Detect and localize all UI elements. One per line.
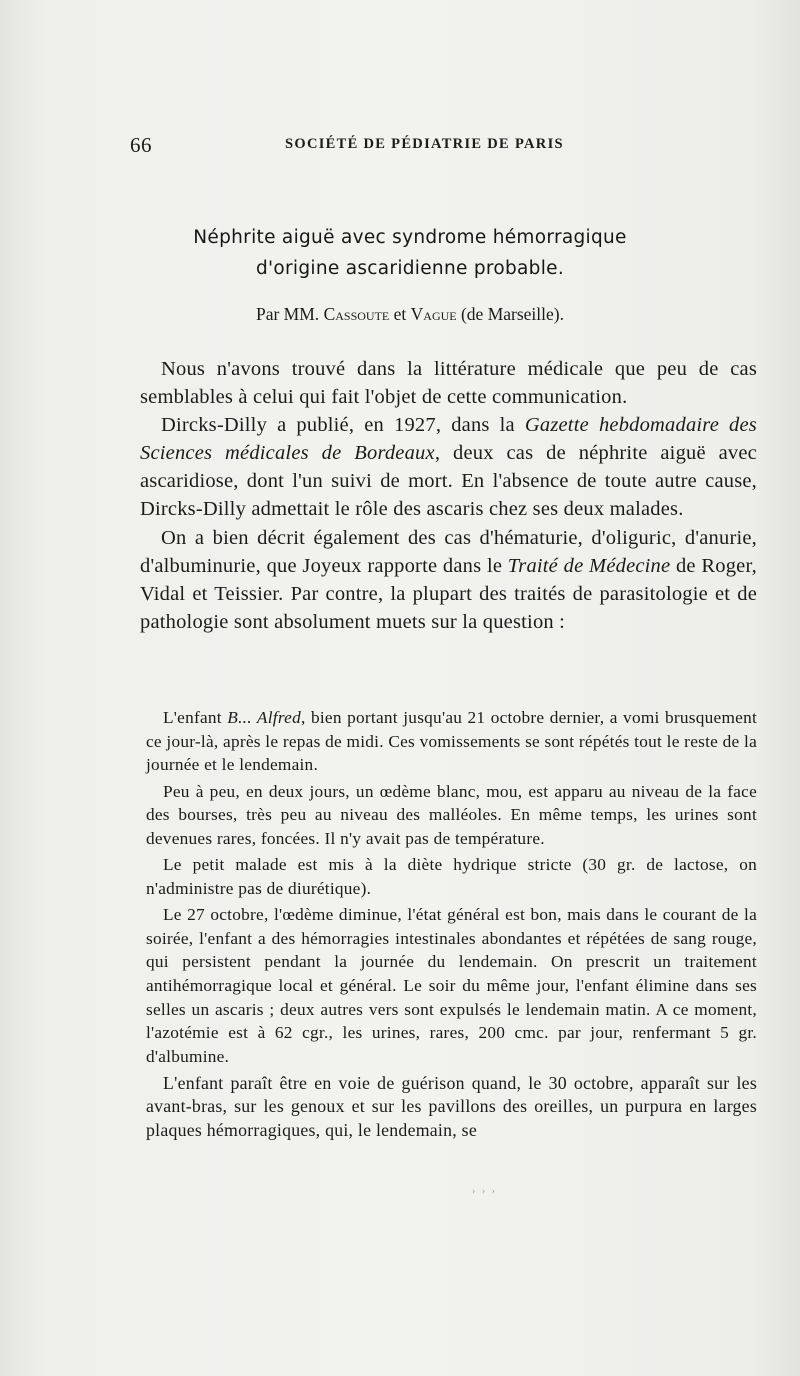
paragraph-text: L'enfant bbox=[163, 708, 228, 727]
paragraph-text: , bien portant jusqu'au 21 octobre dernier, a vomi brusquement ce jour-là, après le repas de midi. Ces vomissements se sont répétés tout le reste de la journée et le lendemain. bbox=[146, 708, 758, 775]
authors-conjunction: et bbox=[393, 304, 407, 324]
article-title-line-1: Néphrite aiguë avec syndrome hémorragique bbox=[193, 227, 627, 248]
article-title bbox=[140, 222, 680, 284]
case-paragraph: L'enfant paraît être en voie de guérison quand, le 30 octobre, apparaît sur les avant-bras, sur les genoux et sur les pavillons des oreilles, un purpura en larges plaques hémorragiques, qui, le lendemain, se bbox=[146, 1072, 757, 1141]
journal-title: SOCIÉTÉ DE PÉDIATRIE DE PARIS bbox=[285, 136, 564, 152]
patient-name: B... Alfred bbox=[227, 708, 301, 727]
authors-line bbox=[150, 304, 670, 325]
body-paragraph bbox=[140, 411, 757, 523]
case-paragraph: Le petit malade est mis à la diète hydrique stricte (30 gr. de lactose, on n'administre pas de diurétique). bbox=[146, 855, 757, 898]
paragraph-text: de Roger, Vidal et Teissier. Par contre, la plupart des traités de parasitologie et de pathologie sont absolument muets sur la question : bbox=[140, 554, 757, 633]
case-paragraph bbox=[146, 706, 757, 777]
article-title-line-2: d'origine ascaridienne probable. bbox=[255, 258, 565, 279]
running-head bbox=[130, 133, 595, 157]
paragraph-text: , deux cas de néphrite aiguë avec ascaridiose, dont l'un suivi de mort. En l'absence de toute autre cause, Dircks-Dilly admettait le rôle des ascaris chez ses deux malades. bbox=[140, 442, 757, 521]
body-paragraph: Nous n'avons trouvé dans la littérature médicale que peu de cas semblables à celui qui fait l'objet de cette communication. bbox=[140, 358, 757, 409]
book-citation: Traité de Médecine bbox=[507, 554, 671, 577]
authors-prefix: Par MM. bbox=[255, 304, 320, 324]
case-report bbox=[146, 706, 757, 1143]
case-paragraph: Le 27 octobre, l'œdème diminue, l'état général est bon, mais dans le courant de la soirée, l'enfant a des hémorragies intestinales abondantes et répétées de sang rouge, qui persistent pendant la journée du lendemain. On prescrit un traitement antihémorragique local et général. Le soir du même jour, l'enfant élimine dans ses selles un ascaris ; deux autres vers sont expulsés le lendemain matin. A ce moment, l'azotémie est à 62 cgr., les urines, rares, 200 cmc. par jour, renfermant 5 gr. d'albumine. bbox=[146, 904, 757, 1067]
page-number: 66 bbox=[130, 133, 152, 157]
paragraph-text: On a bien décrit également des cas d'hématurie, d'oliguric, d'anurie, d'albuminurie, que Joyeux rapporte dans le bbox=[140, 526, 757, 577]
body-paragraph bbox=[140, 524, 757, 636]
author-name: Cassoute bbox=[323, 304, 390, 324]
journal-citation: Gazette hebdomadaire des Sciences médicales de Bordeaux bbox=[140, 414, 757, 465]
scan-artifact-mark: › › › bbox=[472, 1186, 497, 1197]
paragraph-text: Dircks-Dilly a publié, en 1927, dans la bbox=[161, 414, 525, 437]
case-paragraph: Peu à peu, en deux jours, un œdème blanc, mou, est apparu au niveau de la face des bourses, très peu au niveau des malléoles. En même temps, les urines sont devenues rares, foncées. Il n'y avait pas de température. bbox=[146, 781, 757, 848]
authors-affiliation: (de Marseille). bbox=[460, 304, 564, 324]
body-text bbox=[140, 355, 757, 636]
author-name: Vague bbox=[410, 304, 457, 324]
